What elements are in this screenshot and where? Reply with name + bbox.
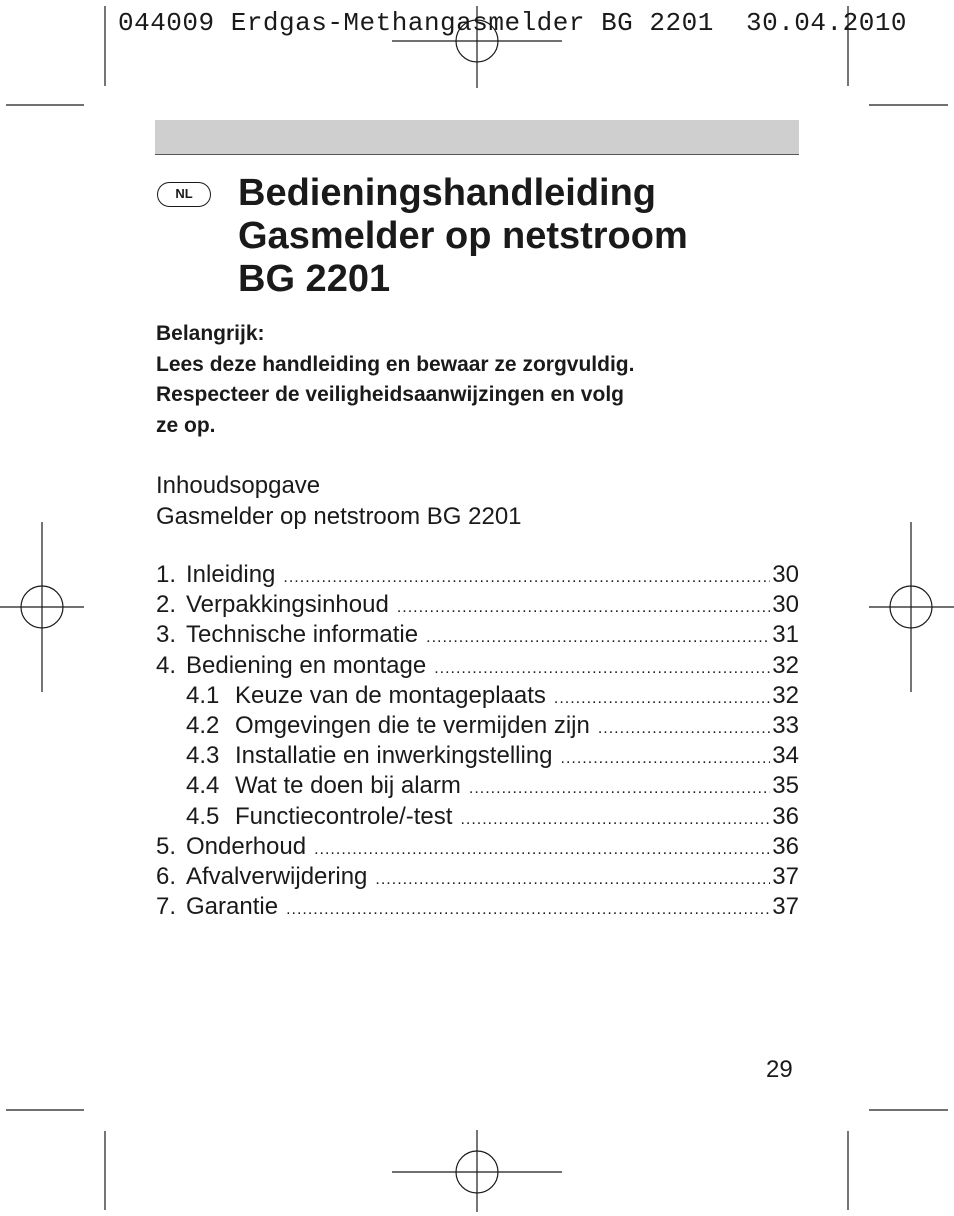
- registration-mark-left: [0, 522, 84, 692]
- toc-dot-leader: [460, 805, 770, 835]
- toc-entry-title: Functiecontrole/-test: [235, 802, 453, 830]
- toc-entry-page: 30: [772, 561, 799, 588]
- table-of-contents: [156, 560, 799, 922]
- page-number: 29: [766, 1056, 793, 1083]
- toc-entry-title: Technische informatie: [186, 621, 419, 649]
- toc-entry-number: 7.: [156, 893, 177, 921]
- toc-heading-line-1: Inhoudsopgave: [156, 472, 321, 499]
- toc-subentry: [156, 802, 799, 832]
- toc-entry-title: Installatie en inwerkingstelling: [235, 742, 553, 770]
- toc-entry-number: 1.: [156, 561, 177, 588]
- page-title: [238, 172, 688, 301]
- toc-entry-number: 4.3: [186, 742, 220, 770]
- toc-entry-page: 32: [772, 651, 799, 679]
- toc-dot-leader: [561, 744, 771, 774]
- toc-entry-number: 2.: [156, 591, 177, 619]
- toc-entry-number: 3.: [156, 621, 177, 649]
- toc-subentry: [156, 681, 799, 711]
- toc-entry: [156, 892, 799, 922]
- toc-entry-page: 37: [772, 893, 799, 921]
- toc-entry: [156, 590, 799, 620]
- toc-entry-page: 30: [772, 591, 799, 619]
- toc-entry-title: Afvalverwijdering: [186, 862, 368, 890]
- toc-entry-number: 4.: [156, 651, 177, 679]
- registration-mark-bottom: [392, 1130, 562, 1212]
- toc-entry-title: Garantie: [186, 893, 279, 921]
- toc-entry-page: 32: [772, 681, 799, 709]
- toc-entry-title: Bediening en montage: [186, 651, 427, 679]
- toc-entry-page: 33: [772, 711, 799, 739]
- toc-entry-page: 37: [772, 862, 799, 890]
- header-band: [155, 120, 799, 155]
- toc-subentry: [156, 771, 799, 801]
- toc-entry-title: Onderhoud: [186, 832, 307, 860]
- toc-entry-page: 31: [772, 621, 799, 649]
- toc-entry: [156, 560, 799, 590]
- toc-entry-number: 4.5: [186, 802, 220, 830]
- toc-subentry: [156, 741, 799, 771]
- toc-entry: [156, 651, 799, 681]
- toc-entry-page: 34: [772, 742, 799, 770]
- toc-entry-number: 4.4: [186, 772, 220, 800]
- toc-dot-leader: [314, 835, 770, 865]
- toc-entry-page: 35: [772, 772, 799, 800]
- toc-entry-title: Omgevingen die te vermijden zijn: [235, 711, 590, 739]
- language-badge: NL: [157, 182, 211, 207]
- toc-entry-title: Keuze van de montageplaats: [235, 681, 546, 709]
- registration-mark-top: [392, 6, 562, 88]
- toc-entry-number: 4.1: [186, 681, 220, 709]
- important-heading: Belangrijk:: [156, 322, 265, 345]
- toc-dot-leader: [397, 593, 770, 623]
- important-notice: [156, 319, 796, 441]
- toc-dot-leader: [426, 623, 770, 653]
- print-slug: 044009 Erdgas-Methangasmelder BG 2201 30.04.2010: [118, 8, 908, 38]
- registration-mark-right: [869, 522, 954, 692]
- title-line-2: Gasmelder op netstroom: [238, 215, 688, 257]
- toc-dot-leader: [286, 895, 770, 925]
- toc-entry-title: Verpakkingsinhoud: [186, 591, 389, 619]
- toc-entry-title: Inleiding: [186, 561, 276, 588]
- toc-subentry: [156, 711, 799, 741]
- toc-entry: [156, 862, 799, 892]
- toc-dot-leader: [554, 684, 770, 714]
- title-line-3: BG 2201: [238, 258, 391, 300]
- toc-heading-line-2: Gasmelder op netstroom BG 2201: [156, 503, 522, 530]
- title-line-1: Bedieningshandleiding: [238, 172, 657, 214]
- toc-entry-page: 36: [772, 802, 799, 830]
- toc-entry-title: Wat te doen bij alarm: [235, 772, 461, 800]
- toc-entry: [156, 620, 799, 650]
- important-line-4: ze op.: [156, 413, 216, 437]
- toc-dot-leader: [434, 654, 770, 684]
- toc-entry-number: 4.2: [186, 711, 220, 739]
- important-line-3: Respecteer de veiligheidsaanwijzingen en volg: [156, 383, 624, 406]
- toc-dot-leader: [469, 774, 770, 804]
- important-line-2: Lees deze handleiding en bewaar ze zorgvuldig.: [156, 352, 635, 376]
- toc-entry-number: 6.: [156, 862, 177, 890]
- toc-entry-number: 5.: [156, 832, 177, 860]
- toc-dot-leader: [598, 714, 770, 744]
- toc-entry-page: 36: [772, 832, 799, 860]
- toc-entry: [156, 832, 799, 862]
- toc-dot-leader: [283, 563, 770, 593]
- toc-heading: [156, 470, 522, 532]
- toc-dot-leader: [375, 865, 770, 895]
